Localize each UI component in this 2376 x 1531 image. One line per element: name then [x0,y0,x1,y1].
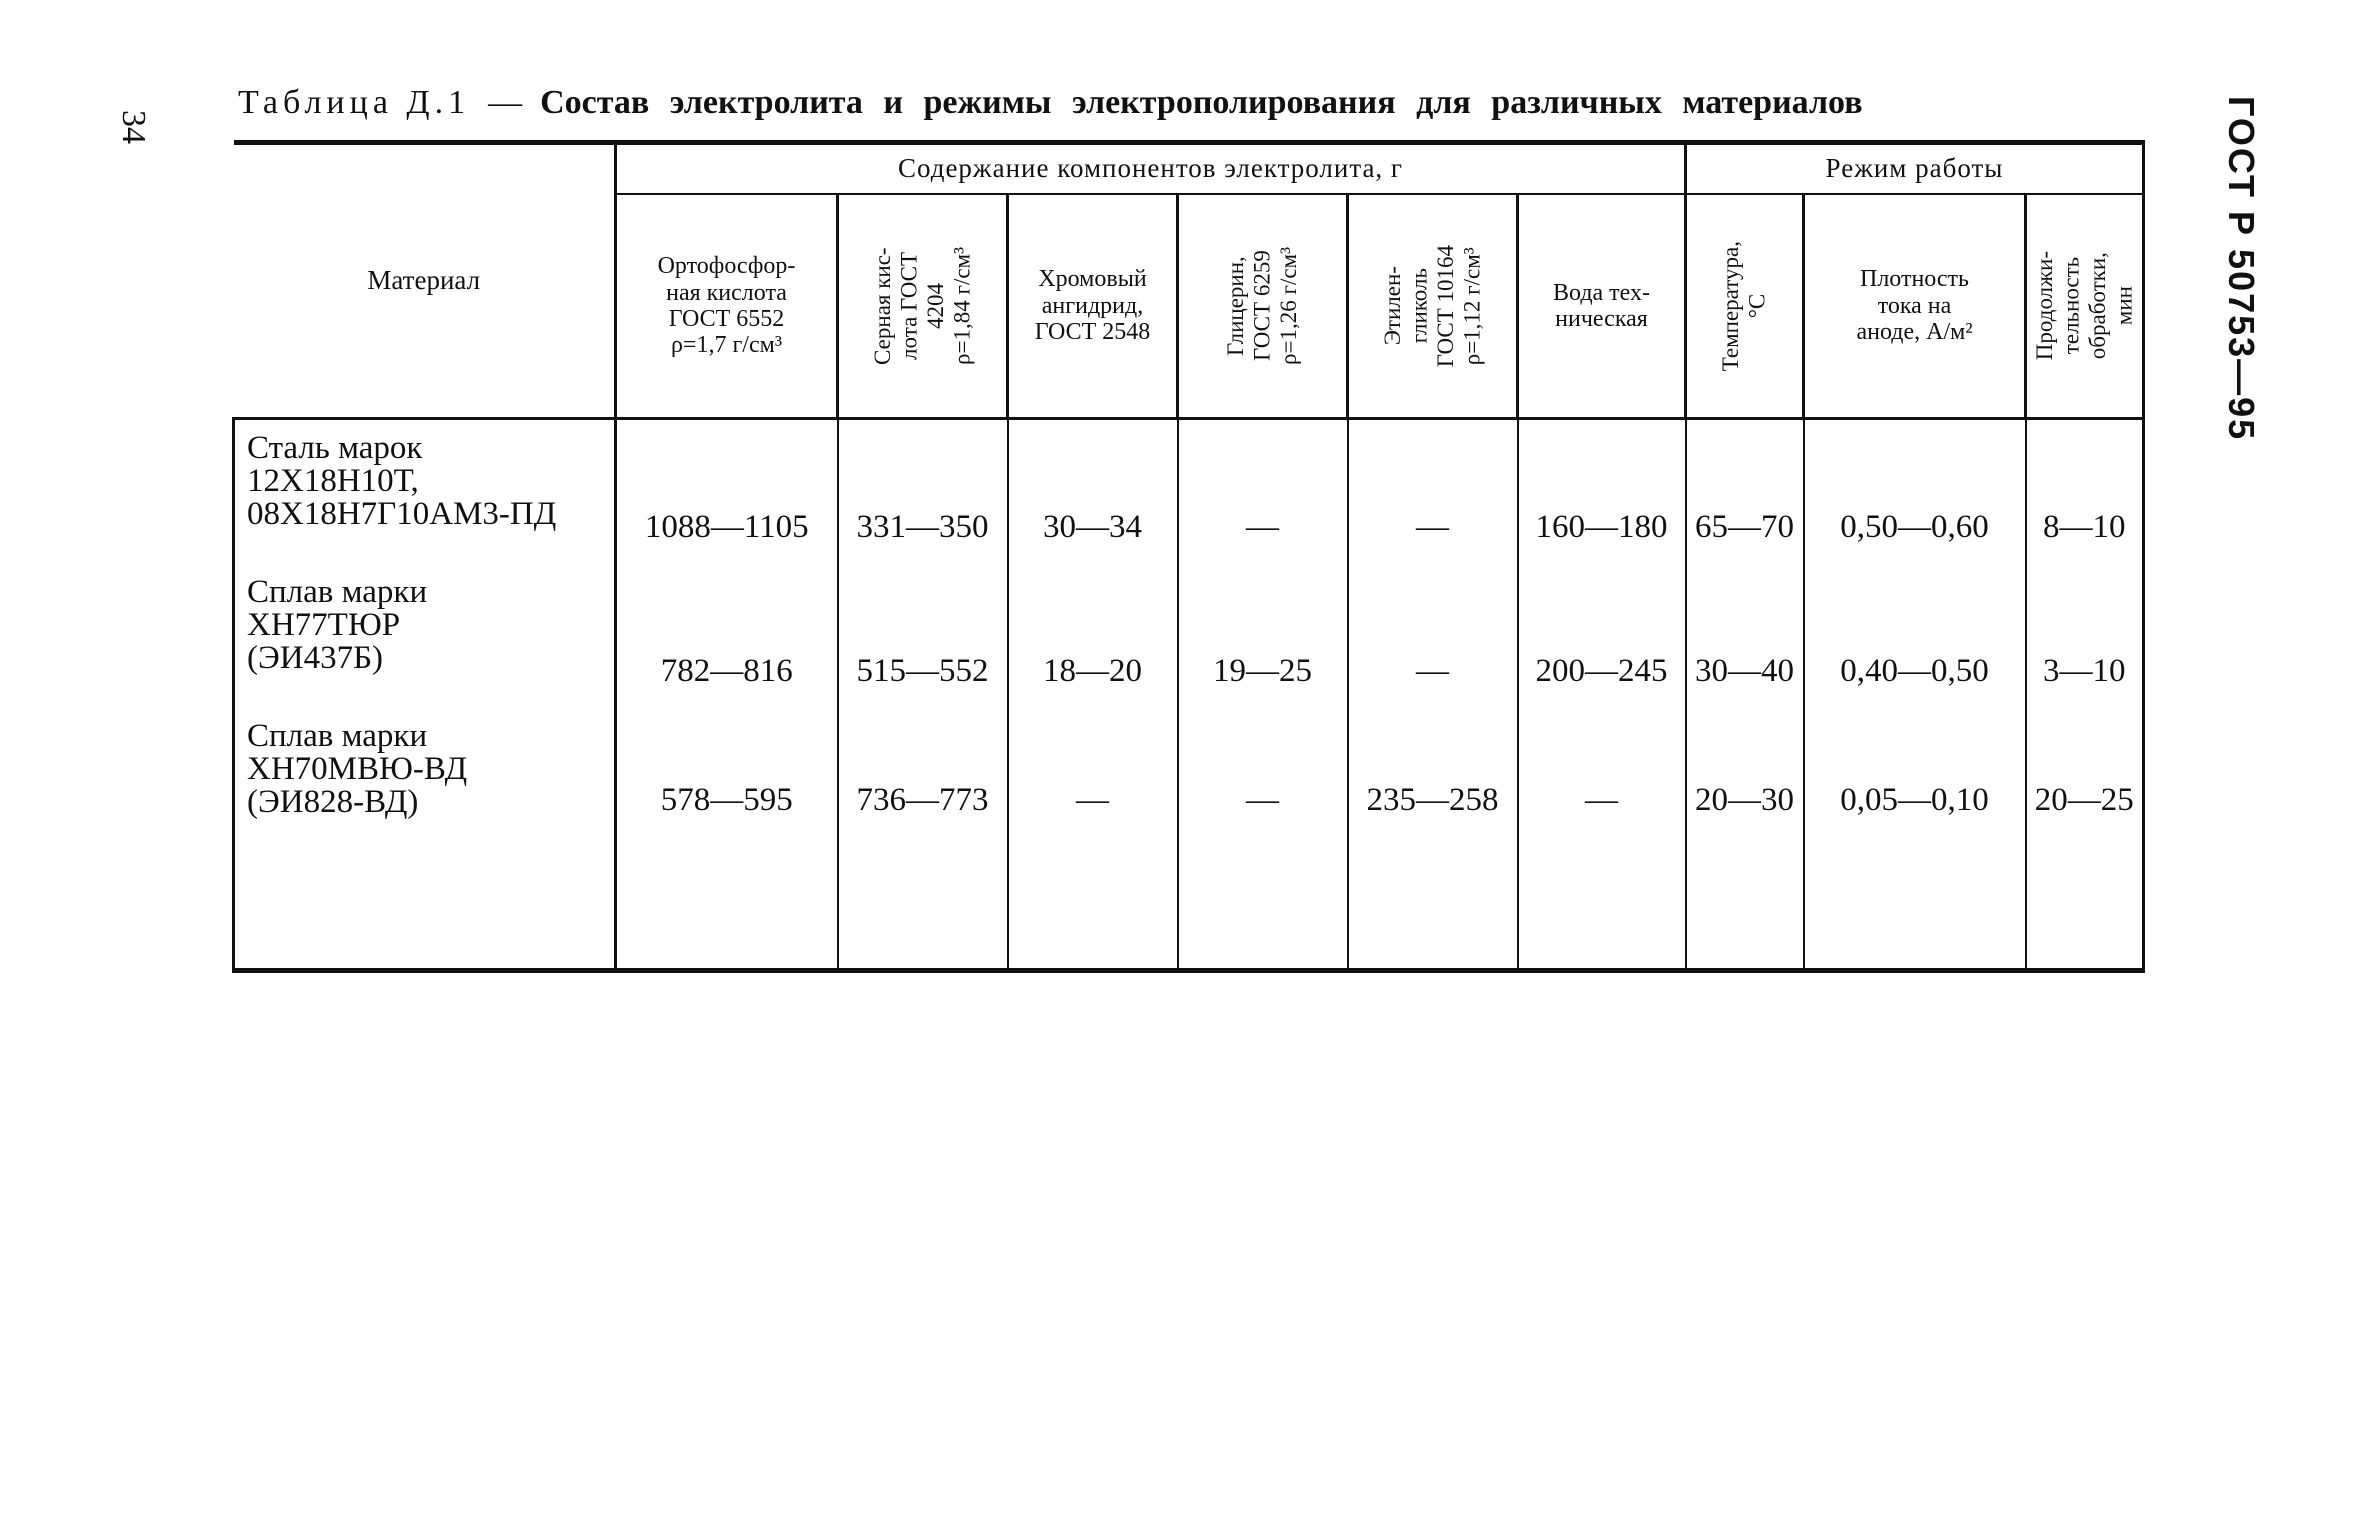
cell-col-technical-water: 200—245 [1518,564,1686,708]
caption-label: Таблица Д.1 [238,84,471,121]
header-material: Материал [234,143,616,419]
header-mode-group: Режим работы [1686,143,2144,195]
cell-col-temperature: 30—40 [1686,564,1804,708]
header-col-technical-water [1518,194,1686,419]
cell-col-duration: 3—10 [2026,564,2144,708]
table-caption [238,84,2038,122]
cell-col-glycerin: — [1178,419,1348,565]
cell-material: Сплав марки ХН77ТЮР (ЭИ437Б) [234,564,616,708]
header-col-temperature [1686,194,1804,419]
header-col-duration [2026,194,2144,419]
cell-col-temperature: 65—70 [1686,419,1804,565]
cell-col-current-density: 0,50—0,60 [1804,419,2026,565]
cell-col-sulfuric-acid: 515—552 [838,564,1008,708]
cell-col-ethylene-glycol: 235—258 [1348,708,1518,971]
col-temperature-label: Температура, °С [1718,240,1770,372]
cell-col-ethylene-glycol: — [1348,419,1518,565]
col-sulfuric-acid-label: Серная кис- лота ГОСТ 4204 ρ=1,84 г/см³ [869,247,974,365]
document-standard-code: ГОСТ Р 50753—95 [2221,96,2262,442]
caption-dash: — [488,84,523,121]
col-chromic-anhydride-label: Хромовый ангидрид, ГОСТ 2548 [1034,266,1151,346]
col-phosphoric-acid-label: Ортофосфор- ная кислота ГОСТ 6552 ρ=1,7 г/см³ [657,253,796,359]
col-technical-water-label: Вода тех- ническая [1553,279,1650,332]
col-duration-label: Продолжи- тельность обработки, мин [2031,251,2136,361]
header-col-current-density [1804,194,2026,419]
header-electrolyte-group: Содержание компонентов электролита, г [616,143,1686,195]
cell-col-chromic-anhydride: — [1008,708,1178,971]
cell-col-glycerin: — [1178,708,1348,971]
cell-col-technical-water: 160—180 [1518,419,1686,565]
col-glycerin-label: Глицерин, ГОСТ 6259 ρ=1,26 г/см³ [1222,247,1301,365]
header-col-ethylene-glycol [1348,194,1518,419]
caption-title: Состав электролита и режимы электрополирования для различных материалов [540,84,1863,121]
header-col-chromic-anhydride [1008,194,1178,419]
cell-col-current-density: 0,40—0,50 [1804,564,2026,708]
cell-col-duration: 8—10 [2026,419,2144,565]
page-number: 34 [115,110,152,144]
cell-material: Сталь марок 12Х18Н10Т, 08Х18Н7Г10АМ3-ПД [234,419,616,565]
cell-col-sulfuric-acid: 331—350 [838,419,1008,565]
cell-col-temperature: 20—30 [1686,708,1804,971]
header-col-sulfuric-acid [838,194,1008,419]
table-row [234,564,2144,708]
cell-col-technical-water: — [1518,708,1686,971]
cell-col-chromic-anhydride: 30—34 [1008,419,1178,565]
table-row [234,419,2144,565]
electropolishing-table [232,140,2145,973]
header-col-glycerin [1178,194,1348,419]
cell-col-phosphoric-acid: 782—816 [616,564,838,708]
cell-material: Сплав марки ХН70МВЮ-ВД (ЭИ828-ВД) [234,708,616,971]
cell-col-current-density: 0,05—0,10 [1804,708,2026,971]
cell-col-phosphoric-acid: 1088—1105 [616,419,838,565]
cell-col-duration: 20—25 [2026,708,2144,971]
col-ethylene-glycol-label: Этилен- гликоль ГОСТ 10164 ρ=1,12 г/см³ [1379,244,1484,368]
table-row [234,708,2144,971]
cell-col-ethylene-glycol: — [1348,564,1518,708]
cell-col-phosphoric-acid: 578—595 [616,708,838,971]
cell-col-chromic-anhydride: 18—20 [1008,564,1178,708]
cell-col-glycerin: 19—25 [1178,564,1348,708]
header-col-phosphoric-acid [616,194,838,419]
cell-col-sulfuric-acid: 736—773 [838,708,1008,971]
col-current-density-label: Плотность тока на аноде, А/м² [1856,266,1973,346]
